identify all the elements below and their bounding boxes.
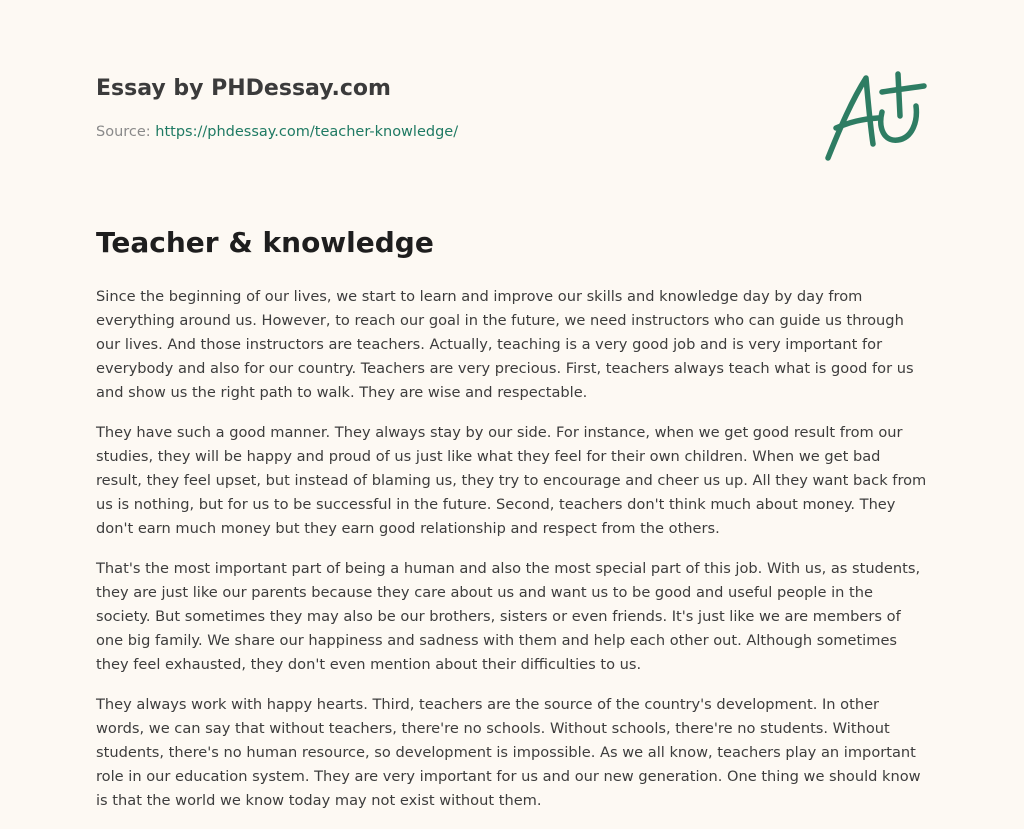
site-brand: Essay by PHDessay.com [96, 76, 391, 101]
essay-body [96, 285, 928, 829]
essay-paragraph: Since the beginning of our lives, we start to learn and improve our skills and knowledge day by day from everything around us. However, to reach our goal in the future, we need instructors who can guide us through our lives. And those instructors are teachers. Actually, teaching is a very good job and is very important for everybody and also for our country. Teachers are very precious. First, teachers always teach what is good for us and show us the right path to walk. They are wise and respectable. [96, 288, 914, 401]
source-line [96, 124, 458, 140]
source-label: Source: [96, 124, 156, 140]
essay-title: Teacher & knowledge [96, 226, 434, 259]
essay-paragraph: They have such a good manner. They always stay by our side. For instance, when we get good result from our studies, they will be happy and proud of us just like what they feel for their own children. When we get bad result, they feel upset, but instead of blaming us, they try to encourage and cheer us up. All they want back from us is nothing, but for us to be successful in the future. Second, teachers don't think much about money. They don't earn much money but they earn good relationship and respect from the others. [96, 424, 927, 537]
a-plus-logo-icon [818, 66, 928, 166]
source-link[interactable]: https://phdessay.com/teacher-knowledge/ [155, 124, 459, 140]
essay-paragraph: That's the most important part of being a human and also the most special part of this job. With us, as students, they are just like our parents because they care about us and want us to be good and useful people in the society. But sometimes they may also be our brothers, sisters or even friends. It's just like we are members of one big family. We share our happiness and sadness with them and help each other out. Although sometimes they feel exhausted, they don't even mention about their difficulties to us. [96, 560, 921, 673]
essay-paragraph: They always work with happy hearts. Third, teachers are the source of the country's development. In other words, we can say that without teachers, there're no schools. Without schools, there're no students. Without students, there's no human resource, so development is impossible. As we all know, teachers play an important role in our education system. They are very important for us and our new generation. One thing we should know is that the world we know today may not exist without them. [96, 696, 921, 809]
